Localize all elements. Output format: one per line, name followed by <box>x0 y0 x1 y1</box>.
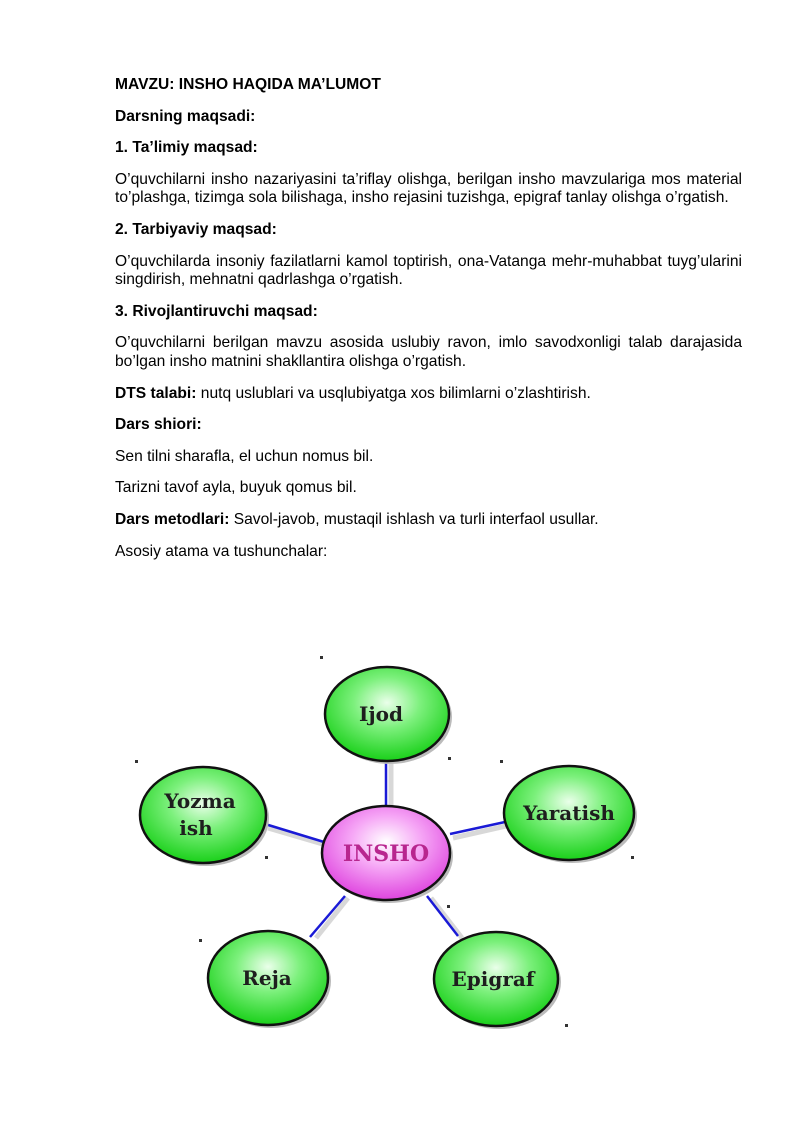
dts-text: nutq uslublari va usqlubiyatga xos bilimlarni o’zlashtirish. <box>196 384 591 402</box>
connector-epigraf <box>427 896 458 936</box>
dts-label: DTS talabi: <box>115 384 197 402</box>
terms-heading: Asosiy atama va tushunchalar: <box>115 542 328 560</box>
node-yozma-label-line2: ish <box>179 816 213 840</box>
node-ijod <box>325 667 452 764</box>
goal1-text: O’quvchilarni insho nazariyasini ta’riflay olishga, berilgan insho mavzulariga mos material to’plashga, tizimga sola bilishaga, insho rejasini tuzishga, epigraf tanlay olishga o’rgatish. <box>115 170 742 207</box>
motto-line-2: Tarizni tavof ayla, buyuk qomus bil. <box>115 479 357 497</box>
motto-line-1: Sen tilni sharafla, el uchun nomus bil. <box>115 447 374 465</box>
node-epigraf <box>434 932 561 1029</box>
connector-reja <box>310 896 345 937</box>
motto-heading: Dars shiori: <box>115 416 202 434</box>
goal2-heading: 2. Tarbiyaviy maqsad: <box>115 220 277 238</box>
methods-text: Savol-javob, mustaqil ishlash va turli interfaol usullar. <box>229 510 599 528</box>
document-title: MAVZU: INSHO HAQIDA MA’LUMOT <box>115 76 381 93</box>
node-reja <box>208 931 331 1028</box>
node-yaratish <box>504 766 637 863</box>
goal3-heading: 3. Rivojlantiruvchi maqsad: <box>115 302 318 320</box>
node-yaratish-label: Yaratish <box>523 801 615 825</box>
goal3-text: O’quvchilarni berilgan mavzu asosida uslubiy ravon, imlo savodxonligi talab darajasida bo’lgan insho matnini shakllantira olishga o’rgatish. <box>115 334 742 370</box>
node-reja-label: Reja <box>242 966 292 990</box>
node-yozma-label-line1: Yozma <box>164 789 236 813</box>
node-insho-label: INSHO <box>342 841 430 867</box>
goal2-text: O’quvchilarda insoniy fazilatlarni kamol toptirish, ona-Vatanga mehr-muhabbat tuyg’ularini singdirish, mehnatni qadrlashga o’rgatish. <box>115 252 742 289</box>
node-ijod-label: Ijod <box>359 702 403 726</box>
methods-label: Dars metodlari: <box>115 510 230 528</box>
node-yozma-ish <box>140 767 269 866</box>
node-insho-center <box>322 806 453 903</box>
goals-heading: Darsning maqsadi: <box>115 107 256 125</box>
connector-yozma <box>265 824 324 842</box>
node-epigraf-label: Epigraf <box>451 967 535 991</box>
goal1-heading: 1. Ta’limiy maqsad: <box>115 139 258 157</box>
